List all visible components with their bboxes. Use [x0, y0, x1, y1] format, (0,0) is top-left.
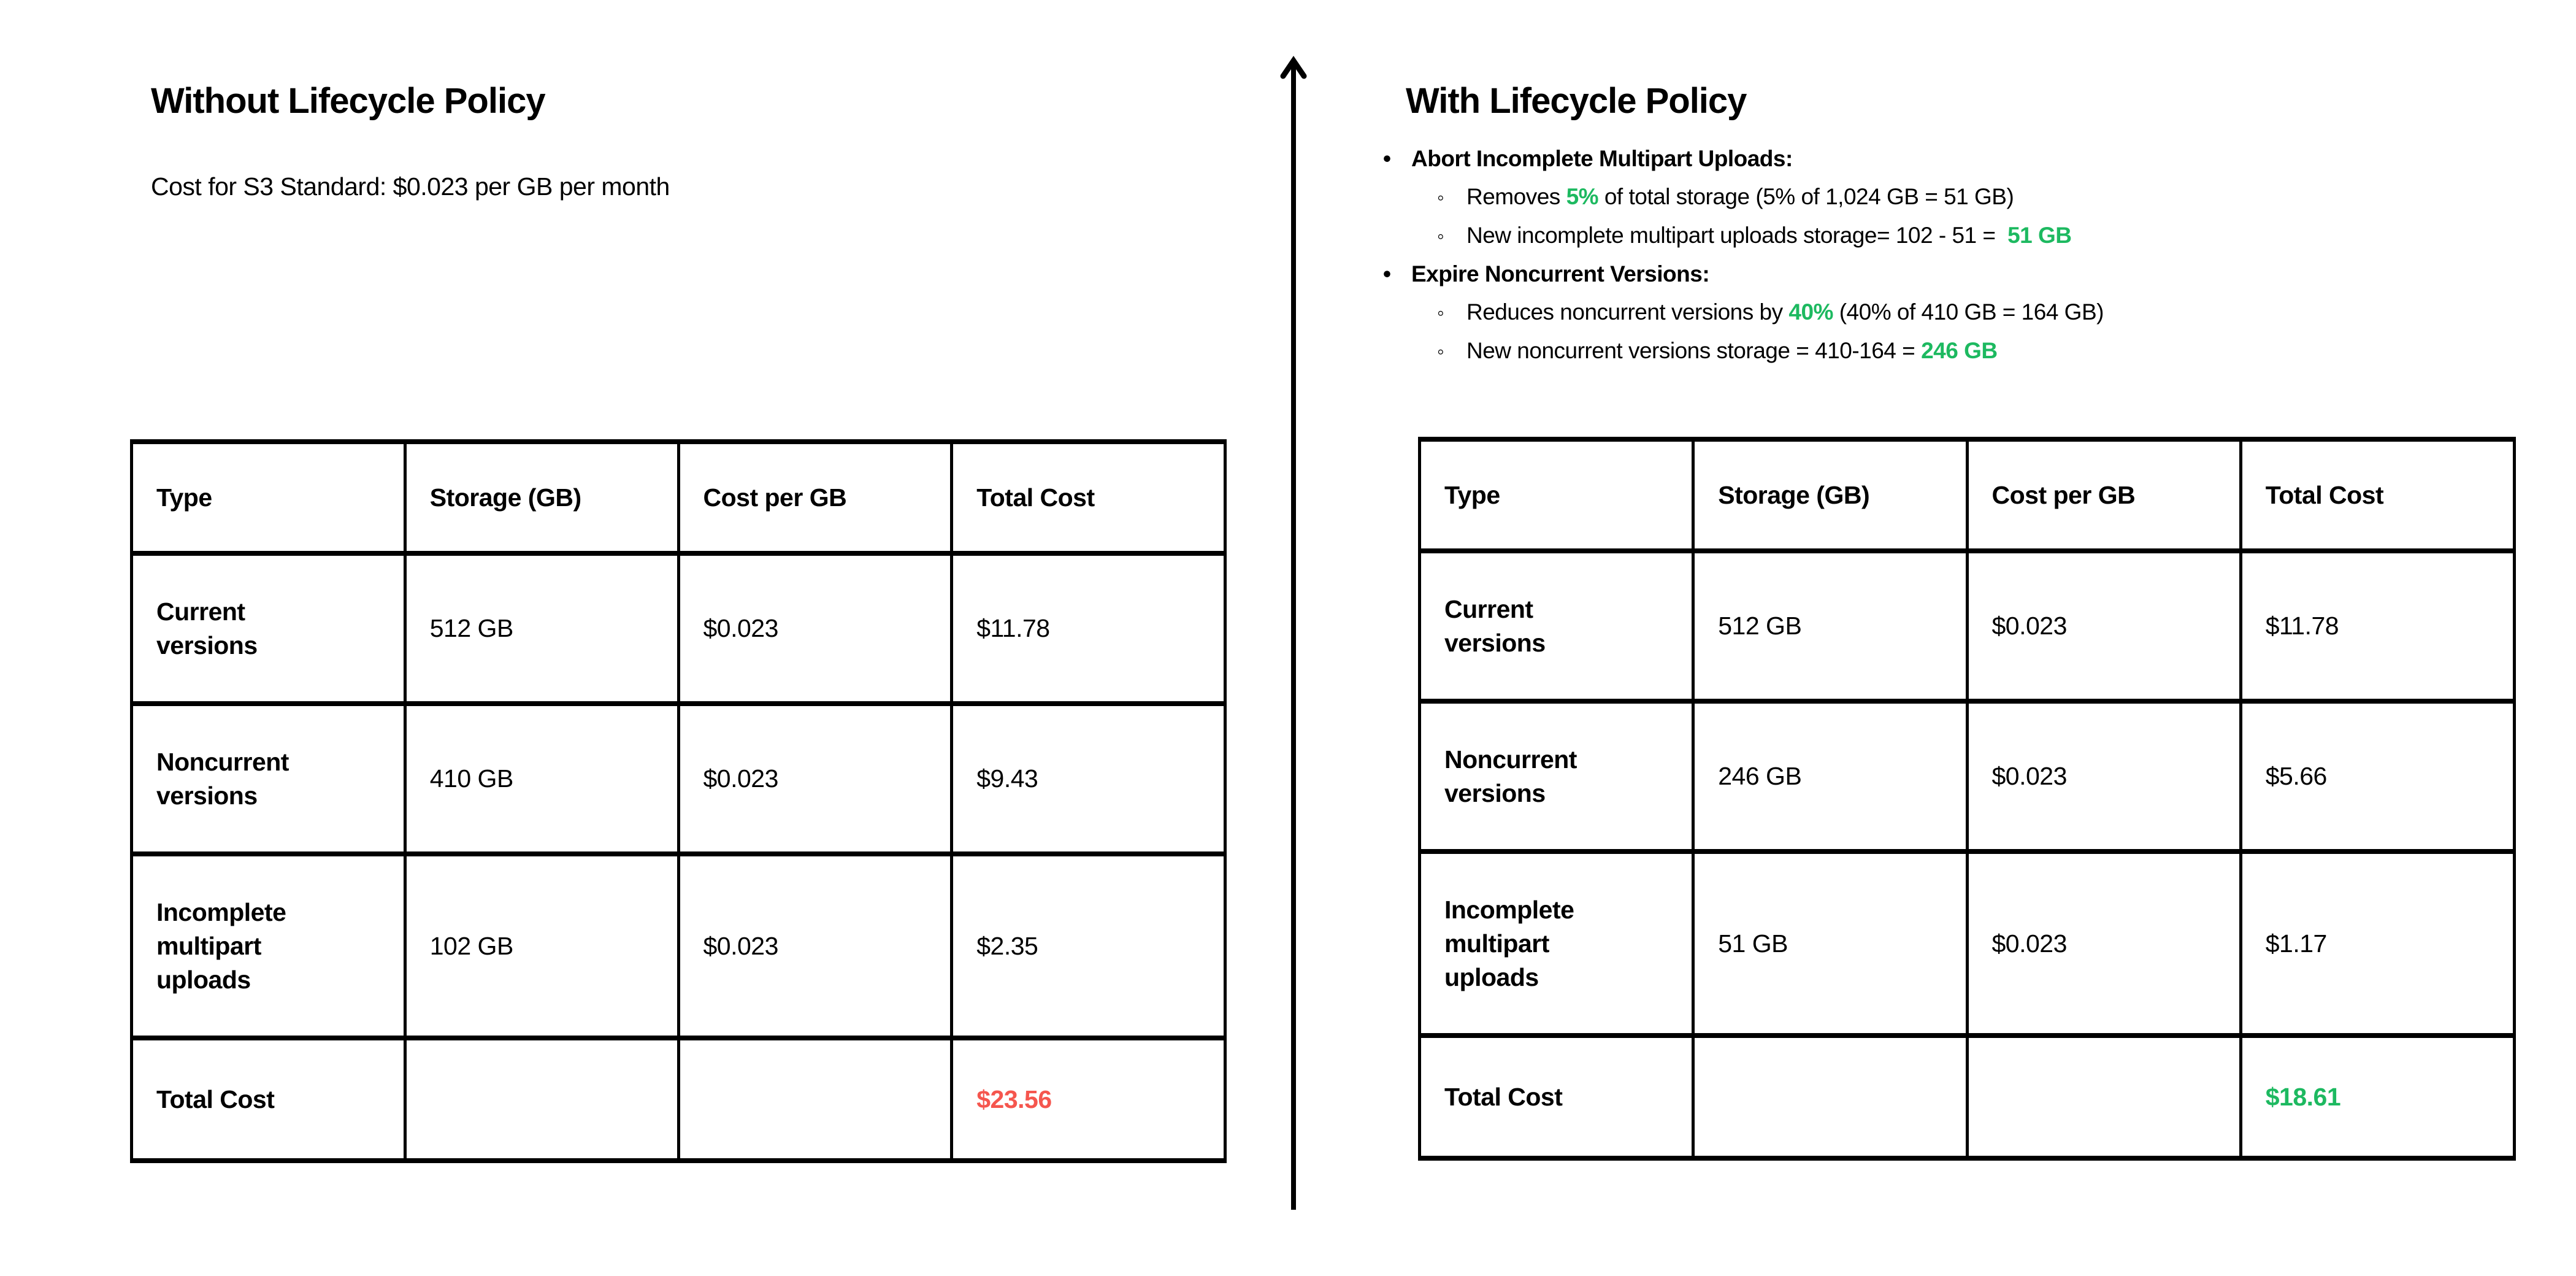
table-row-total [1420, 1036, 2515, 1158]
table-row-incomplete-uploads [1420, 851, 2515, 1036]
table-row-incomplete-uploads [132, 854, 1225, 1038]
header-cell-total-cost: Total Cost [952, 442, 1225, 553]
policy-subitem-text: New incomplete multipart uploads storage= 102 - 51 = 51 GB [1466, 223, 2072, 248]
highlight-value: 40% [1788, 299, 1833, 325]
total-cost-cell: $5.66 [2241, 701, 2514, 851]
type-cell [132, 854, 405, 1038]
empty-cell [1693, 1036, 1967, 1158]
table-row-total [132, 1038, 1225, 1161]
cost-per-gb-cell: $0.023 [1967, 701, 2241, 851]
policy-subitem-new-noncurrent-storage [1383, 332, 2104, 371]
cost-per-gb-cell: $0.023 [1967, 551, 2241, 701]
highlight-value: 246 GB [1921, 338, 1998, 363]
table-row-current-versions [1420, 551, 2515, 701]
header-cell-type: Type [1420, 439, 1693, 551]
type-cell [132, 553, 405, 704]
circle-bullet-icon: ◦ [1437, 301, 1444, 324]
right-cost-table [1418, 437, 2516, 1161]
total-value-cell: $18.61 [2241, 1036, 2514, 1158]
header-cell-cost-per-gb: Cost per GB [1967, 439, 2241, 551]
left-subtitle: Cost for S3 Standard: $0.023 per GB per month [151, 172, 670, 201]
policy-item-label: Abort Incomplete Multipart Uploads: [1411, 146, 1793, 171]
total-label-cell: Total Cost [1420, 1036, 1693, 1158]
type-text: Incomplete multipart uploads [1444, 895, 1574, 991]
storage-cell: 512 GB [1693, 551, 1967, 701]
policy-subitem-text: New noncurrent versions storage = 410-164 = 246 GB [1466, 338, 1998, 363]
table-row-noncurrent-versions [1420, 701, 2515, 851]
storage-cell: 102 GB [405, 854, 678, 1038]
type-cell [1420, 701, 1693, 851]
empty-cell [1967, 1036, 2241, 1158]
left-cost-table [130, 439, 1227, 1163]
cost-per-gb-cell: $0.023 [678, 704, 952, 854]
storage-cell: 51 GB [1693, 851, 1967, 1036]
storage-cell: 410 GB [405, 704, 678, 854]
type-text: Current versions [156, 597, 258, 659]
total-cost-cell: $1.17 [2241, 851, 2514, 1036]
storage-cell: 246 GB [1693, 701, 1967, 851]
circle-bullet-icon: ◦ [1437, 340, 1444, 363]
type-text: Incomplete multipart uploads [156, 897, 286, 994]
policy-item-expire-noncurrent [1383, 255, 2104, 293]
cost-per-gb-cell: $0.023 [678, 854, 952, 1038]
highlight-value: 5% [1566, 184, 1599, 209]
table-row-current-versions [132, 553, 1225, 704]
header-cell-storage: Storage (GB) [1693, 439, 1967, 551]
type-text: Current versions [1444, 594, 1546, 657]
total-value-cell: $23.56 [952, 1038, 1225, 1161]
type-text: Noncurrent versions [156, 747, 289, 810]
header-cell-type: Type [132, 442, 405, 553]
cost-per-gb-cell: $0.023 [678, 553, 952, 704]
policy-item-label: Expire Noncurrent Versions: [1411, 261, 1710, 286]
table-row-noncurrent-versions [132, 704, 1225, 854]
highlight-value: 51 GB [2007, 223, 2072, 248]
header-cell-total-cost: Total Cost [2241, 439, 2514, 551]
right-title: With Lifecycle Policy [1406, 80, 1747, 121]
total-cost-cell: $2.35 [952, 854, 1225, 1038]
cost-per-gb-cell: $0.023 [1967, 851, 2241, 1036]
circle-bullet-icon: ◦ [1437, 186, 1444, 209]
header-cell-storage: Storage (GB) [405, 442, 678, 553]
table-header-row [132, 442, 1225, 553]
type-cell [132, 704, 405, 854]
total-cost-cell: $11.78 [952, 553, 1225, 704]
bullet-icon: • [1383, 261, 1391, 286]
table-header-row [1420, 439, 2515, 551]
policy-subitem-text: Removes 5% of total storage (5% of 1,024 GB = 51 GB) [1466, 184, 2014, 209]
type-cell [1420, 551, 1693, 701]
policy-subitem-new-multipart-storage [1383, 217, 2104, 255]
type-cell [1420, 851, 1693, 1036]
circle-bullet-icon: ◦ [1437, 225, 1444, 247]
total-label-cell: Total Cost [132, 1038, 405, 1161]
divider-up-arrow-icon [1267, 47, 1320, 1213]
header-cell-cost-per-gb: Cost per GB [678, 442, 952, 553]
policy-item-abort-multipart [1383, 140, 2104, 178]
policy-subitem-removes-5pct [1383, 178, 2104, 217]
policy-subitem-reduces-40pct [1383, 293, 2104, 332]
total-cost-cell: $9.43 [952, 704, 1225, 854]
left-title: Without Lifecycle Policy [151, 80, 545, 121]
policy-list [1383, 140, 2104, 371]
type-text: Noncurrent versions [1444, 745, 1577, 807]
empty-cell [678, 1038, 952, 1161]
policy-subitem-text: Reduces noncurrent versions by 40% (40% of 410 GB = 164 GB) [1466, 299, 2104, 325]
bullet-icon: • [1383, 146, 1391, 171]
total-cost-cell: $11.78 [2241, 551, 2514, 701]
storage-cell: 512 GB [405, 553, 678, 704]
empty-cell [405, 1038, 678, 1161]
